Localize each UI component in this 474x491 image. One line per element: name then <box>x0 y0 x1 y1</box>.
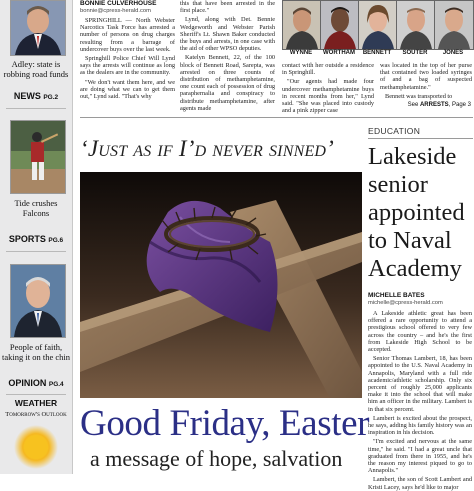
paragraph: Katelyn Bennett, 22, of the 100 block of Bennett Road, Sarepta, was arrested on three counts of distribution of methamphetamine, one count each of possession of drug paraphernalia and conspiracy to distribute methamphetamine, after agents made <box>180 54 275 112</box>
mugshot-name: WORTHAM <box>323 50 355 56</box>
sidebar-divider <box>6 251 66 252</box>
paragraph: Lambert, the son of Scott Lambert and Kristi Lacey, says he'd like to major <box>368 476 472 491</box>
paragraph: "Our agents had made four undercover methamphetamine buys in recent months from her," Lynd said. "She was placed into custody and a pink zipper case <box>282 78 374 115</box>
teaser-photo-news[interactable] <box>10 0 66 56</box>
education-byline: MICHELLE BATES <box>368 292 425 299</box>
paragraph: Senior Thomas Lambert, 18, has been appointed to the U.S. Naval Academy in Annapolis, Maryland with a full ride academic/athletic scholarship. Only six percent of roughly 25,000 applicants make it into the school that will make him an officer in the military. Lambert is in that six percent. <box>368 355 472 413</box>
section-label-education[interactable]: EDUCATION <box>368 126 421 136</box>
paragraph: "We don't want them here, and we are doing what we can to get them out," Lynd said. "That's why <box>80 78 175 101</box>
cross-photo[interactable] <box>80 172 362 398</box>
top-story-column-3 <box>282 62 374 115</box>
top-story-byline: BONNIE CULVERHOUSE <box>80 0 157 7</box>
mugshot-photo <box>396 0 436 50</box>
section-divider <box>80 117 473 118</box>
sidebar <box>0 0 73 474</box>
mugshot-strip <box>282 0 472 58</box>
paragraph: this that have been arrested in the first place." <box>180 0 275 15</box>
paragraph: "I'm excited and nervous at the same time," he said. "I had a great uncle that graduated from there in 1955, and he's the reason my interest piqued to go to Annapolis." <box>368 438 472 475</box>
paragraph: contact with her outside a residence in Springhill. <box>282 62 374 77</box>
top-story-column-1 <box>80 17 175 115</box>
feature-kicker: ‘Just as if I’d never sinned’ <box>80 136 335 161</box>
mugshot-photo <box>434 0 474 50</box>
sidebar-divider <box>6 394 66 395</box>
teaser-section-opinion[interactable]: OPINION PG.4 <box>8 378 64 388</box>
paragraph: was located in the top of her purse that contained two loaded syringes of and a bag of suspected methamphetamine." <box>380 62 472 91</box>
section-divider <box>368 138 473 139</box>
mugshot-photo <box>282 0 322 50</box>
jump-line[interactable]: See ARRESTS, Page 3 <box>407 102 471 108</box>
teaser-photo-sports[interactable] <box>10 120 66 194</box>
weather-title: WEATHER <box>14 398 58 408</box>
teaser-caption-opinion: People of faith, taking it on the chin <box>2 342 70 362</box>
mugshot-photo <box>320 0 360 50</box>
paragraph: Springhill Police Chief Will Lynd says the arrests will continue as long as the dealers are in the community. <box>80 55 175 77</box>
education-headline[interactable]: Lakeside senior appointed to Naval Academy <box>368 143 465 282</box>
weather-subtitle: Tomorrow's Outlook <box>5 411 67 418</box>
teaser-section-news[interactable]: NEWS PG.2 <box>13 91 59 101</box>
education-body <box>368 310 472 491</box>
feature-subhead: a message of hope, salvation <box>90 446 343 471</box>
mugshot-name: SOUTER <box>402 50 428 56</box>
mugshot-name: WYNNE <box>289 50 313 56</box>
sidebar-divider <box>6 108 66 109</box>
paragraph: Lynd, along with Det. Bennie Wedgeworth and Webster Parish Sheriff's Lt. Shawn Baker conducted the buys and arrests, in one case with the aid of other WPSO deputies. <box>180 16 275 53</box>
top-story-column-4 <box>380 62 472 100</box>
teaser-caption-sports: Tide crushes Falcons <box>14 198 58 218</box>
top-story-column-2 <box>180 0 275 115</box>
teaser-photo-opinion[interactable] <box>10 264 66 338</box>
mugshot-name: BENNETT <box>362 50 392 56</box>
sun-icon <box>13 424 59 470</box>
feature-headline[interactable]: Good Friday, Easter <box>80 403 370 444</box>
mugshot-name: JONES <box>442 50 464 56</box>
mugshot-photo <box>358 0 398 50</box>
teaser-caption-news: Adley: state is robbing road funds <box>3 59 69 79</box>
teaser-section-sports[interactable]: SPORTS PG.6 <box>8 234 64 244</box>
paragraph: SPRINGHILL — North Webster Narcotics Task Force has arrested a number of persons on drug charges resulting from a barrage of undercover buys over the last week. <box>80 17 175 53</box>
top-story-email[interactable]: bonnie@cpress-herald.com <box>80 8 151 14</box>
education-email[interactable]: michelle@cpress-herald.com <box>368 300 443 306</box>
paragraph: Bennett was transported to <box>385 92 453 100</box>
paragraph: A Lakeside athletic great has been offered a rare opportunity to attend a prestigious school offered to very few across the country – and he's the first from Lakeside High School to be accepted. <box>368 310 472 354</box>
paragraph: Lambert is excited about the prospect, he says, adding his family history was an inspiration in his decision. <box>368 414 472 437</box>
